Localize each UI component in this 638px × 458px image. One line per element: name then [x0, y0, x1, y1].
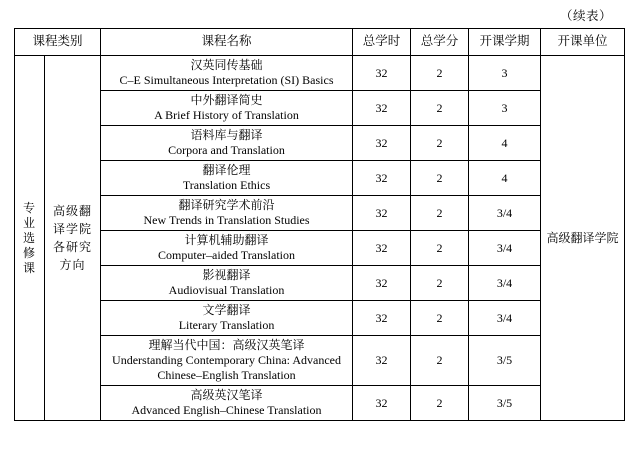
cell-credits: 2	[411, 56, 469, 91]
table-row	[15, 301, 625, 336]
subcategory-label: 高级翻译学院各研究方向	[52, 204, 92, 272]
cell-term: 3	[469, 56, 541, 91]
column-header-total-hours: 总学时	[353, 29, 411, 56]
course-name-en: C–E Simultaneous Interpretation (SI) Basics	[119, 73, 334, 87]
column-header-course-name: 课程名称	[101, 29, 353, 56]
cell-credits: 2	[411, 91, 469, 126]
cell-course-name	[101, 336, 353, 386]
course-name-en: Understanding Contemporary China: Advanced Chinese–English Translation	[112, 353, 341, 382]
cell-course-name	[101, 196, 353, 231]
course-name-cn: 计算机辅助翻译	[184, 233, 269, 247]
column-header-total-credits: 总学分	[411, 29, 469, 56]
cell-hours: 32	[353, 266, 411, 301]
course-name-cn: 翻译伦理	[202, 163, 251, 177]
table-row	[15, 336, 625, 386]
cell-hours: 32	[353, 386, 411, 421]
course-name-cn: 高级英汉笔译	[190, 388, 263, 402]
cell-hours: 32	[353, 336, 411, 386]
table-row	[15, 161, 625, 196]
cell-credits: 2	[411, 336, 469, 386]
course-name-cn: 汉英同传基础	[190, 58, 263, 72]
table-row	[15, 196, 625, 231]
course-name-en: New Trends in Translation Studies	[143, 213, 310, 227]
course-name-en: Corpora and Translation	[168, 143, 285, 157]
cell-unit: 高级翻译学院	[541, 56, 625, 421]
course-name-cn: 翻译研究学术前沿	[178, 198, 275, 212]
table-row	[15, 266, 625, 301]
cell-course-name	[101, 126, 353, 161]
course-name-cn: 影视翻译	[202, 268, 251, 282]
cell-term: 4	[469, 126, 541, 161]
cell-term: 3/4	[469, 266, 541, 301]
cell-credits: 2	[411, 196, 469, 231]
cell-term: 3/4	[469, 196, 541, 231]
course-name-en: Literary Translation	[178, 318, 275, 332]
cell-hours: 32	[353, 301, 411, 336]
cell-term: 3/4	[469, 301, 541, 336]
table-row	[15, 231, 625, 266]
cell-term: 4	[469, 161, 541, 196]
cell-course-name	[101, 266, 353, 301]
course-name-cn: 理解当代中国：高级汉英笔译	[148, 338, 305, 352]
cell-credits: 2	[411, 266, 469, 301]
cell-subcategory	[45, 56, 101, 421]
table-row	[15, 386, 625, 421]
table-body	[15, 56, 625, 421]
course-name-cn: 语料库与翻译	[190, 128, 263, 142]
course-name-en: Audiovisual Translation	[168, 283, 285, 297]
course-name-en: Computer–aided Translation	[158, 248, 296, 262]
course-name-en: Translation Ethics	[182, 178, 271, 192]
column-header-term: 开课学期	[469, 29, 541, 56]
table-row	[15, 91, 625, 126]
table-header-row	[15, 29, 625, 56]
cell-hours: 32	[353, 56, 411, 91]
cell-course-name	[101, 91, 353, 126]
course-name-en: A Brief History of Translation	[154, 108, 299, 122]
cell-hours: 32	[353, 231, 411, 266]
table-row	[15, 126, 625, 161]
cell-credits: 2	[411, 386, 469, 421]
cell-term: 3	[469, 91, 541, 126]
cell-course-name	[101, 301, 353, 336]
cell-course-name	[101, 386, 353, 421]
cell-hours: 32	[353, 91, 411, 126]
cell-category	[15, 56, 45, 421]
cell-course-name	[101, 231, 353, 266]
cell-term: 3/5	[469, 386, 541, 421]
table-header	[15, 29, 625, 56]
cell-hours: 32	[353, 161, 411, 196]
cell-credits: 2	[411, 126, 469, 161]
cell-hours: 32	[353, 126, 411, 161]
cell-course-name	[101, 56, 353, 91]
cell-credits: 2	[411, 231, 469, 266]
column-header-unit: 开课单位	[541, 29, 625, 56]
cell-credits: 2	[411, 161, 469, 196]
column-header-category: 课程类别	[15, 29, 101, 56]
cell-hours: 32	[353, 196, 411, 231]
cell-term: 3/5	[469, 336, 541, 386]
continued-table-label: （续表）	[559, 9, 612, 23]
category-label: 专业选修课	[22, 200, 36, 275]
cell-course-name	[101, 161, 353, 196]
cell-credits: 2	[411, 301, 469, 336]
table-row	[15, 56, 625, 91]
course-table	[14, 28, 625, 421]
course-name-en: Advanced English–Chinese Translation	[131, 403, 322, 417]
course-name-cn: 文学翻译	[202, 303, 251, 317]
cell-term: 3/4	[469, 231, 541, 266]
course-name-cn: 中外翻译简史	[190, 93, 263, 107]
